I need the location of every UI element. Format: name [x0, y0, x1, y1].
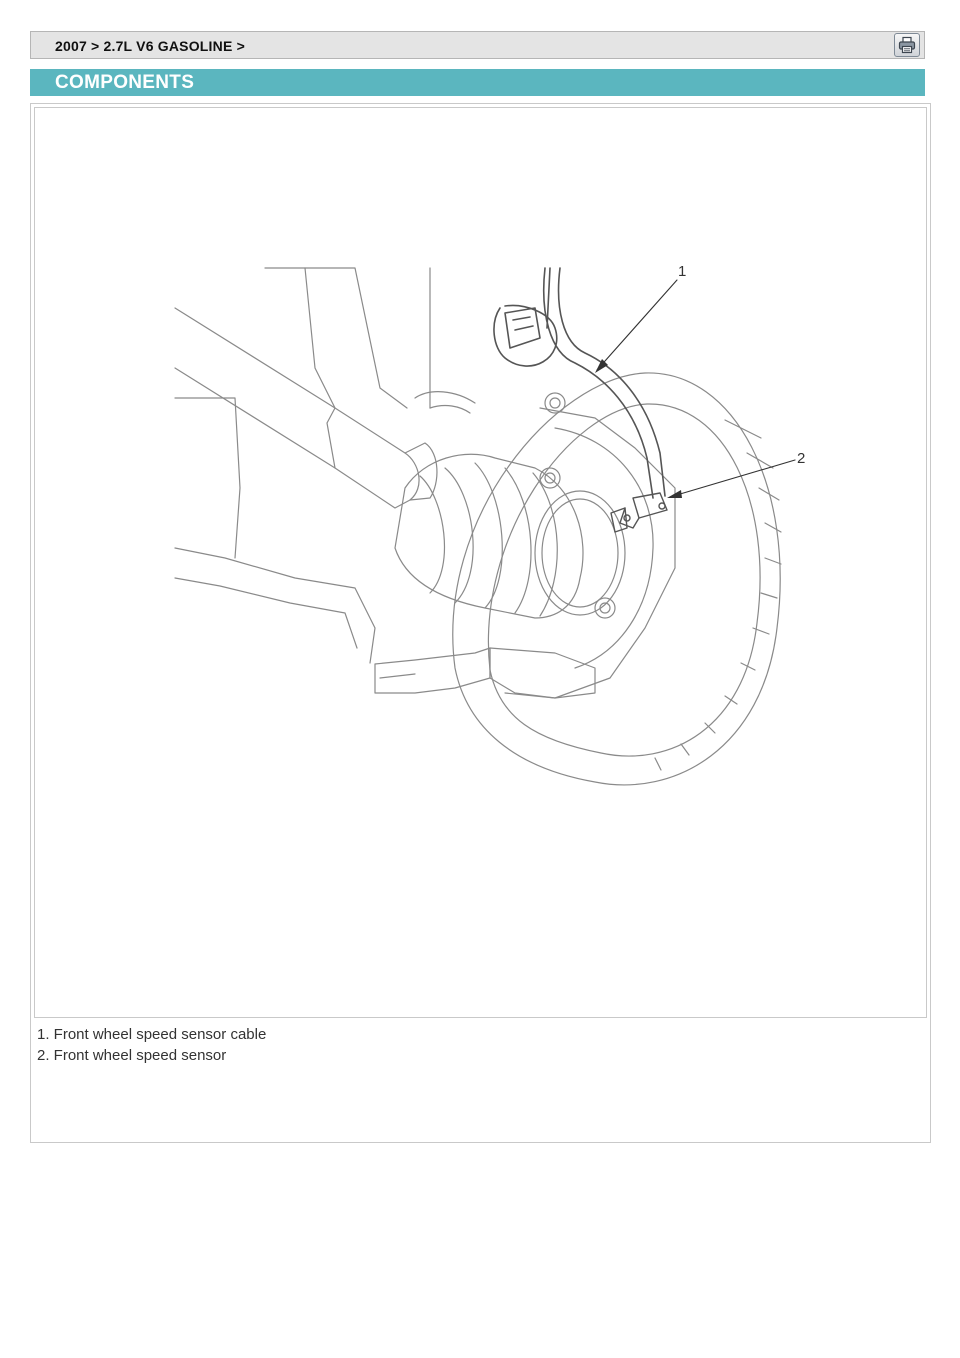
component-diagram — [34, 107, 927, 1018]
print-button[interactable] — [894, 33, 920, 57]
wheel-speed-sensor — [611, 493, 667, 532]
sensor-cable — [494, 268, 665, 498]
legend-item: 1. Front wheel speed sensor cable — [37, 1026, 267, 1043]
drive-shaft — [175, 308, 437, 508]
steering-knuckle — [375, 408, 675, 698]
legend-item: 2. Front wheel speed sensor — [37, 1047, 227, 1064]
tone-ring — [535, 393, 625, 618]
wheel-speed-sensor-illustration — [35, 108, 926, 1017]
breadcrumb — [30, 31, 925, 59]
section-title: COMPONENTS — [55, 72, 195, 93]
printer-icon — [898, 36, 916, 54]
leader-lines — [597, 280, 795, 497]
section-header — [30, 69, 925, 96]
breadcrumb-text: 2007 > 2.7L V6 GASOLINE > — [55, 38, 245, 54]
legend — [37, 1024, 266, 1066]
callout-2: 2 — [797, 450, 806, 467]
callout-1: 1 — [678, 263, 687, 280]
figure-frame — [30, 103, 931, 1143]
